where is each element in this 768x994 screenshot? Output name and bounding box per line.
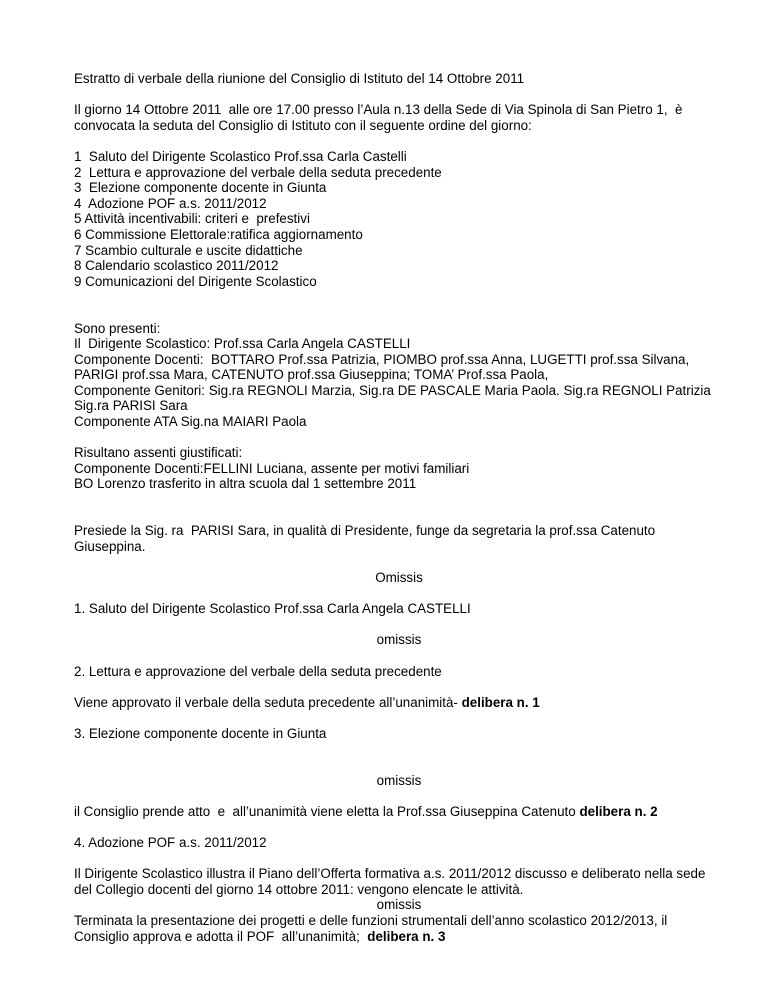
presidency-paragraph: Presiede la Sig. ra PARISI Sara, in qualità di Presidente, funge da segretaria la prof.ssa Catenuto Giuseppina. (74, 523, 659, 554)
omissis-note: Omissis (375, 570, 423, 585)
attendee-dirigente: Il Dirigente Scolastico: Prof.ssa Carla Angela CASTELLI (74, 336, 411, 352)
omissis-note: omissis (376, 897, 422, 913)
absentee-line: BO Lorenzo trasferito in altra scuola dal 1 settembre 2011 (74, 476, 417, 492)
section-heading-1: 1. Saluto del Dirigente Scolastico Prof.ssa Carla Angela CASTELLI (74, 601, 471, 617)
delibera-2: delibera n. 2 (579, 803, 658, 819)
agenda-item: 6 Commissione Elettorale:ratifica aggiornamento (74, 226, 363, 242)
omissis-note: omissis (376, 632, 422, 648)
absentees-heading: Risultano assenti giustificati: (74, 445, 243, 461)
attendees-heading: Sono presenti: (74, 320, 161, 336)
section-3-body: il Consiglio prende atto e all’unanimità viene eletta la Prof.ssa Giuseppina Catenuto (74, 803, 580, 819)
section-3-text (74, 804, 724, 820)
section-2-body: Viene approvato il verbale della seduta precedente all’unanimità- (74, 694, 462, 710)
delibera-1: delibera n. 1 (461, 694, 540, 710)
agenda-item: 8 Calendario scolastico 2011/2012 (74, 258, 279, 274)
agenda-item: 7 Scambio culturale e uscite didattiche (74, 242, 303, 258)
document-page (74, 71, 724, 944)
agenda-item: 3 Elezione componente docente in Giunta (74, 180, 327, 196)
section-heading-2: 2. Lettura e approvazione del verbale della seduta precedente (74, 663, 442, 679)
document-title: Estratto di verbale della riunione del Consiglio di Istituto del 14 Ottobre 2011 (74, 71, 525, 86)
agenda-list (74, 149, 724, 289)
agenda-item: 1 Saluto del Dirigente Scolastico Prof.ssa Carla Castelli (74, 148, 407, 164)
agenda-item: 5 Attività incentivabili: criteri e prefestivi (74, 211, 310, 227)
section-2-text (74, 695, 724, 711)
attendee-ata: Componente ATA Sig.na MAIARI Paola (74, 414, 307, 430)
agenda-item: 2 Lettura e approvazione del verbale della seduta precedente (74, 164, 442, 180)
section-heading-3: 3. Elezione componente docente in Giunta (74, 725, 327, 741)
attendees-section (74, 321, 724, 430)
intro-paragraph: Il giorno 14 Ottobre 2011 alle ore 17.00 presso l’Aula n.13 della Sede di Via Spinola di San Pietro 1, è convocata la seduta del Consiglio di Istituto con il seguente ordine del giorno: (74, 102, 687, 133)
section-4-text-2 (74, 913, 724, 944)
agenda-item: 4 Adozione POF a.s. 2011/2012 (74, 195, 267, 211)
section-heading-4: 4. Adozione POF a.s. 2011/2012 (74, 835, 267, 851)
section-4-body: Terminata la presentazione dei progetti e delle funzioni strumentali dell’anno scolastico 2012/2013, il Consiglio approva e adotta il POF all’unanimità; (74, 913, 672, 944)
absentees-section (74, 445, 724, 492)
attendee-docenti: Componente Docenti: BOTTARO Prof.ssa Patrizia, PIOMBO prof.ssa Anna, LUGETTI prof.ssa Silvana, PARIGI prof.ssa Mara, CATENUTO prof.ssa Giuseppina; TOMA’ Prof.ssa Paola, (74, 351, 701, 383)
absentee-line: Componente Docenti:FELLINI Luciana, assente per motivi familiari (74, 460, 470, 476)
section-4-text: Il Dirigente Scolastico illustra il Piano dell’Offerta formativa a.s. 2011/2012 discusso e deliberato nella sede del Collegio docenti del giorno 14 ottobre 2011: vengono elencate le attività. (74, 866, 710, 897)
agenda-item: 9 Comunicazioni del Dirigente Scolastico (74, 273, 317, 289)
attendee-genitori: Componente Genitori: Sig.ra REGNOLI Marzia, Sig.ra DE PASCALE Maria Paola. Sig.ra REGNOLI Patrizia Sig.ra PARISI Sara (74, 382, 715, 414)
omissis-note: omissis (376, 772, 422, 788)
delibera-3: delibera n. 3 (367, 928, 446, 944)
